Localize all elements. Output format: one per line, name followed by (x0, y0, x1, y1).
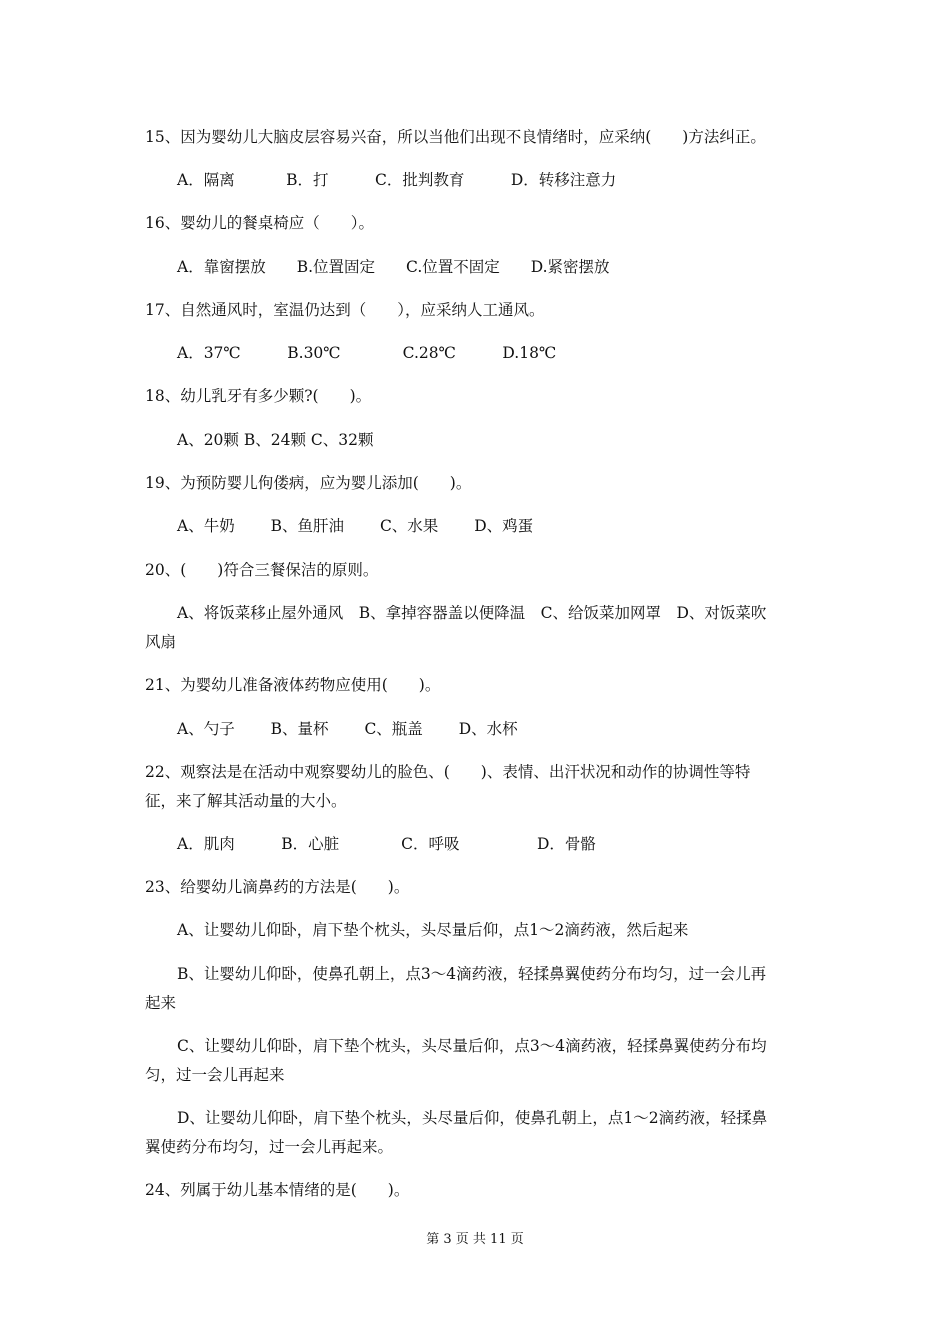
question-23-option-a: A、让婴幼儿仰卧，肩下垫个枕头，头尽量后仰，点1～2滴药液，然后起来 (177, 921, 689, 939)
question-21: 21、为婴幼儿准备液体药物应使用( )。 (145, 676, 441, 694)
question-20-options: A、将饭菜移止屋外通风 B、拿掉容器盖以便降温 C、给饭菜加网罩 D、对饭菜吹 (177, 604, 767, 622)
question-22: 22、观察法是在活动中观察婴幼儿的脸色、( )、表情、出汗状况和动作的协调性等特 (145, 763, 751, 781)
page-number: 第 3 页 共 11 页 (426, 1232, 524, 1247)
question-18: 18、幼儿乳牙有多少颗?( )。 (145, 387, 372, 405)
question-20-options-continued: 风扇 (145, 633, 177, 651)
question-20: 20、( )符合三餐保洁的原则。 (145, 561, 379, 579)
question-16: 16、婴幼儿的餐桌椅应（ ）。 (145, 214, 374, 232)
question-23-option-b-continued: 起来 (145, 994, 177, 1012)
question-23-option-d-continued: 翼使药分布均匀，过一会儿再起来。 (145, 1138, 394, 1156)
question-17: 17、自然通风时，室温仍达到（ ），应采纳人工通风。 (145, 301, 545, 319)
question-23: 23、给婴幼儿滴鼻药的方法是( )。 (145, 878, 410, 896)
question-22-continued: 征，来了解其活动量的大小。 (145, 792, 347, 810)
question-19-options: A、牛奶 B、鱼肝油 C、水果 D、鸡蛋 (177, 517, 534, 535)
question-15-options: A．隔离 B．打 C．批判教育 D．转移注意力 (177, 171, 617, 189)
question-22-options: A．肌肉 B．心脏 C．呼吸 D．骨骼 (177, 835, 596, 853)
question-24: 24、列属于幼儿基本情绪的是( )。 (145, 1181, 410, 1199)
question-23-option-b: B、让婴幼儿仰卧，使鼻孔朝上，点3～4滴药液，轻揉鼻翼使药分布均匀，过一会儿再 (177, 965, 767, 983)
question-21-options: A、勺子 B、量杯 C、瓶盖 D、水杯 (177, 720, 518, 738)
question-18-options: A、20颗 B、24颗 C、32颗 (177, 431, 374, 449)
question-19: 19、为预防婴儿佝偻病，应为婴儿添加( )。 (145, 474, 472, 492)
question-15: 15、因为婴幼儿大脑皮层容易兴奋，所以当他们出现不良情绪时，应采纳( )方法纠正。 (145, 128, 766, 146)
question-23-option-c: C、让婴幼儿仰卧，肩下垫个枕头，头尽量后仰，点3～4滴药液，轻揉鼻翼使药分布均 (177, 1037, 767, 1055)
question-16-options: A．靠窗摆放 B.位置固定 C.位置不固定 D.紧密摆放 (177, 258, 610, 276)
question-23-option-c-continued: 匀，过一会儿再起来 (145, 1066, 285, 1084)
question-23-option-d: D、让婴幼儿仰卧，肩下垫个枕头，头尽量后仰，使鼻孔朝上，点1～2滴药液，轻揉鼻 (177, 1109, 768, 1127)
question-17-options: A．37℃ B.30℃ C.28℃ D.18℃ (177, 344, 557, 362)
